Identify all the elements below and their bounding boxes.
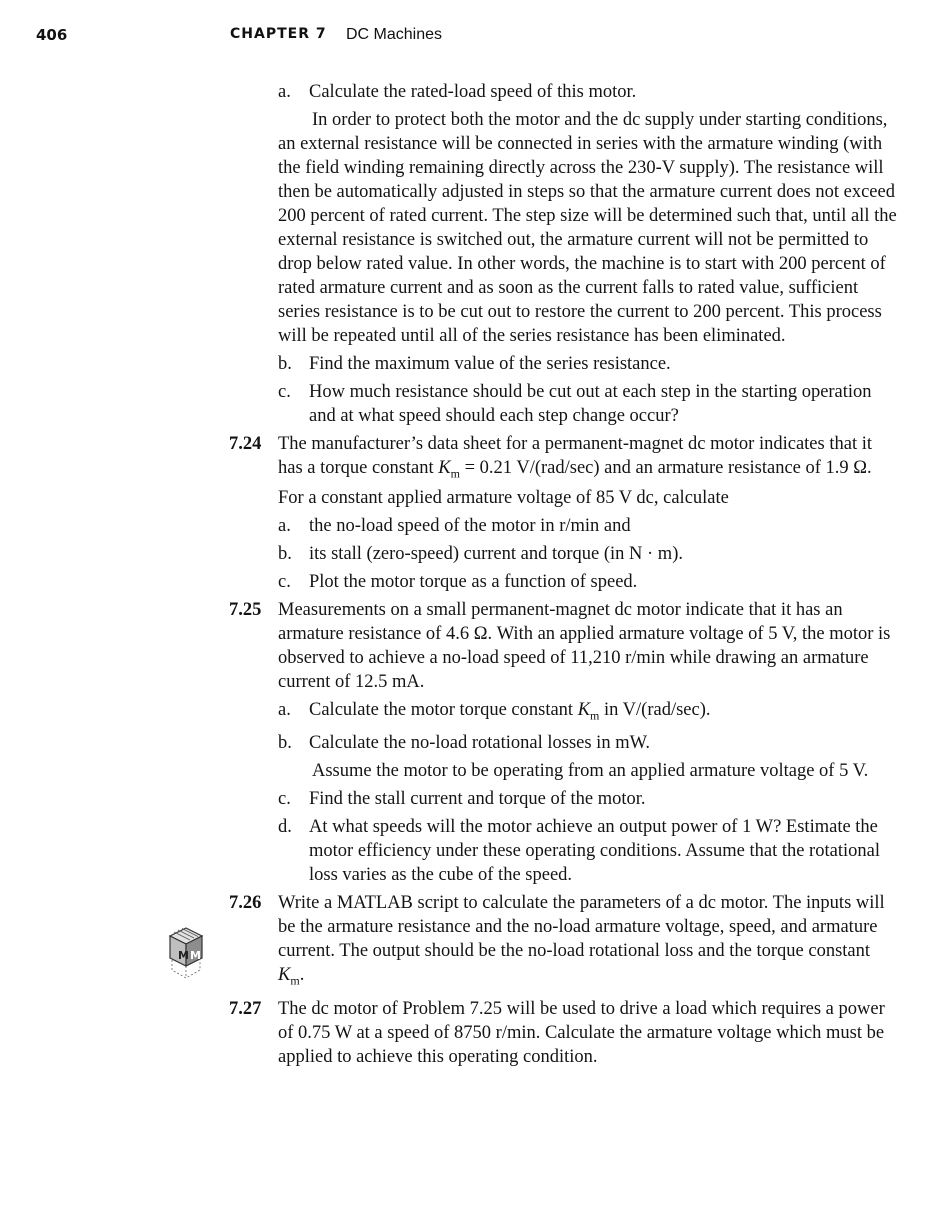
problem-number: 7.27: [229, 999, 262, 1020]
problem-text: Write a MATLAB script to calculate the parameters of a dc motor. The inputs will be the armature resistance and the no-load armature voltage, speed, and armature current. The output should be the no-load rotational loss and the torque constant: [278, 893, 885, 962]
matlab-icon: [160, 926, 208, 984]
svg-text:M: M: [190, 949, 201, 962]
problem-text: = 0.21 V/(rad/sec) and an armature resistance of 1.9 Ω. For a constant applied armature voltage of 85 V dc, calculate: [278, 458, 872, 508]
problem-number: 7.26: [229, 893, 262, 914]
subscript: m: [450, 466, 460, 481]
part-label: b.: [278, 733, 292, 754]
torque-constant-symbol: [278, 965, 300, 989]
part-label: c.: [278, 571, 291, 592]
symbol: K: [577, 699, 591, 720]
torque-constant-symbol: [577, 699, 600, 723]
subscript: m: [290, 974, 300, 989]
problem-7-26: [0, 891, 936, 993]
problem-number: 7.24: [229, 434, 262, 454]
problem-7-25-part-c: [0, 787, 936, 811]
problem-7-25: [0, 598, 936, 694]
problem-text: Measurements on a small permanent-magnet dc motor indicate that it has an armature resistance of 4.6 Ω. With an applied armature voltage of 5 V, the motor is observed to achieve a no-load speed of 11,210 r/min while drawing an armature current of 12.5 mA.: [278, 599, 891, 692]
part-label: d.: [278, 817, 292, 838]
problem-7-25-part-b: [0, 731, 936, 755]
page-number: 406: [36, 26, 68, 44]
chapter-title: DC Machines: [346, 26, 443, 43]
problem-7-23-part-a: [0, 80, 936, 104]
page-body: [0, 80, 936, 1073]
problem-7-23-part-c: [0, 380, 936, 428]
part-text: in V/(rad/sec).: [604, 699, 711, 720]
problem-7-24-part-b: [0, 542, 936, 566]
problem-7-24: [0, 432, 936, 510]
subscript: m: [590, 708, 600, 723]
running-header: [36, 26, 896, 48]
torque-constant-symbol: [438, 458, 460, 481]
part-text: How much resistance should be cut out at each step in the starting operation and at what speed should each step change occur?: [309, 382, 872, 426]
problem-7-24-part-c: [0, 570, 936, 594]
part-label: b.: [278, 543, 292, 564]
part-text: At what speeds will the motor achieve an output power of 1 W? Estimate the motor efficiency under these operating conditions. Assume that the rotational loss varies as the cube of the speed.: [309, 817, 880, 886]
part-label: c.: [278, 382, 291, 402]
part-label: c.: [278, 789, 291, 810]
part-text: its stall (zero-speed) current and torque (in N · m).: [309, 543, 683, 564]
chapter-label: CHAPTER 7: [230, 26, 327, 42]
part-text: Find the maximum value of the series resistance.: [309, 354, 671, 374]
part-text: Plot the motor torque as a function of speed.: [309, 571, 638, 592]
problem-number: 7.25: [229, 599, 262, 620]
problem-7-27: [0, 997, 936, 1069]
problem-text: The dc motor of Problem 7.25 will be used to drive a load which requires a power of 0.75 W at a speed of 8750 r/min. Calculate the armature voltage which must be applied to achieve this operating condition.: [278, 999, 885, 1068]
problem-7-23-paragraph: In order to protect both the motor and the dc supply under starting conditions, an external resistance will be connected in series with the armature winding (with the field winding remaining directly across the 230-V supply). The resistance will then be automatically adjusted in steps so that the armature current does not exceed 200 percent of rated current. The step size will be determined such that, until all the external resistance is switched out, the armature current will not be permitted to drop below rated value. In other words, the machine is to start with 200 percent of rated armature current and as soon as the current falls to rated value, sufficient series resistance is to be cut out to restore the current to 200 percent. This process will be repeated until all of the series resistance has been eliminated.: [278, 110, 897, 346]
part-label: a.: [278, 515, 291, 536]
svg-text:M: M: [178, 949, 189, 962]
problem-7-25-part-a: [0, 698, 936, 728]
symbol: K: [278, 965, 291, 986]
problem-text: .: [299, 965, 305, 986]
symbol: K: [438, 458, 451, 478]
part-text: the no-load speed of the motor in r/min and: [309, 515, 631, 536]
problem-7-25-paragraph: Assume the motor to be operating from an applied armature voltage of 5 V.: [312, 761, 869, 782]
part-label: a.: [278, 699, 291, 720]
part-text: Find the stall current and torque of the motor.: [309, 789, 646, 810]
part-label: a.: [278, 82, 291, 102]
part-label: b.: [278, 354, 292, 374]
problem-7-23-part-b: [0, 352, 936, 376]
problem-7-24-part-a: [0, 514, 936, 538]
part-text: Calculate the motor torque constant: [309, 699, 574, 720]
part-text: Calculate the rated-load speed of this motor.: [309, 82, 637, 102]
problem-7-25-part-d: [0, 815, 936, 887]
part-text: Calculate the no-load rotational losses in mW.: [309, 733, 650, 754]
problem-text: The manufacturer’s data sheet for a permanent-magnet dc motor indicates that it has a torque constant: [278, 434, 872, 478]
